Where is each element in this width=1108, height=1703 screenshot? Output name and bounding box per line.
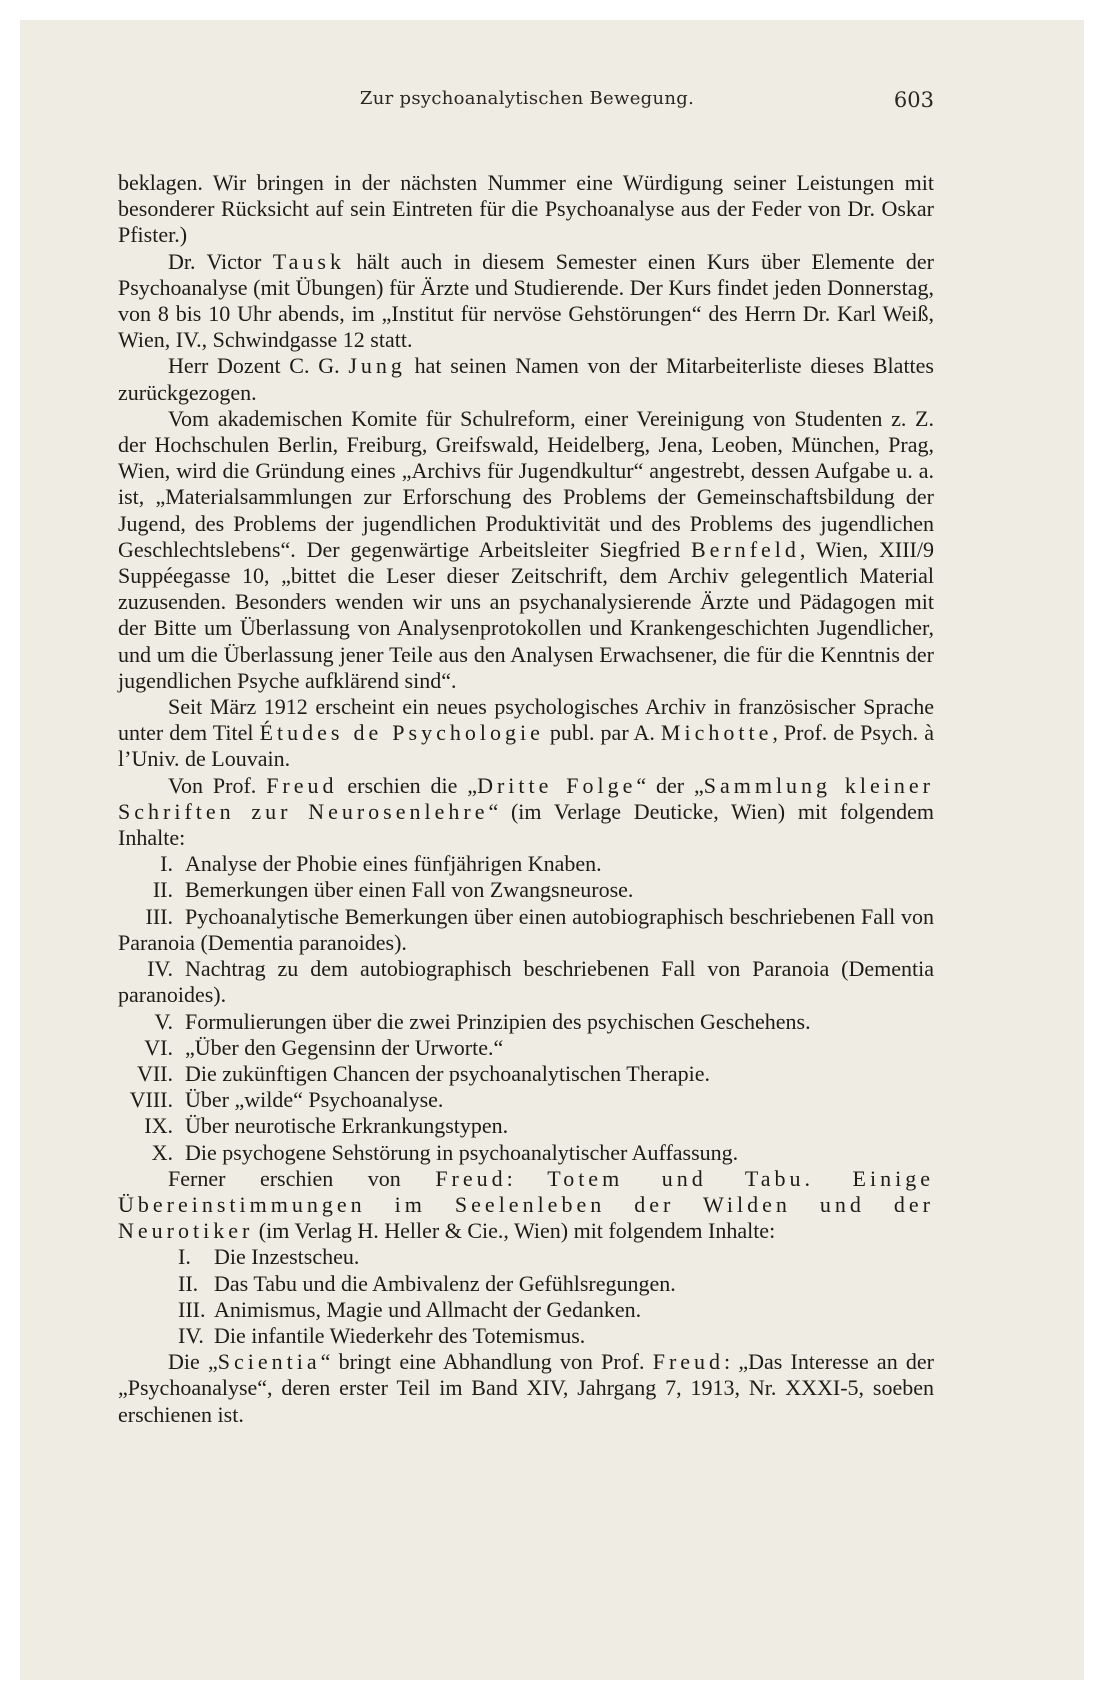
list-text: Bemerkungen über einen Fall von Zwangsneurose. bbox=[185, 877, 634, 903]
list-number: II. bbox=[178, 1270, 199, 1296]
spaced-name: Freud bbox=[652, 1349, 725, 1375]
list-text: Über „wilde“ Psychoanalyse. bbox=[185, 1087, 444, 1113]
list-item bbox=[118, 877, 934, 903]
list-text: Analyse der Phobie eines fünfjährigen Knaben. bbox=[185, 851, 602, 877]
list-number: IX. bbox=[144, 1113, 173, 1139]
list-item bbox=[118, 1035, 934, 1061]
paragraph bbox=[118, 406, 934, 694]
paragraph-text: : „Das Interesse an der „Psychoanalyse“, deren erster Teil im Band XIV, Jahrgang 7, 1913, Nr. XXXI-5, soeben erschienen ist. bbox=[118, 1349, 934, 1427]
list-item bbox=[118, 1087, 934, 1113]
list-text: Über neurotische Erkrankungstypen. bbox=[185, 1113, 509, 1139]
paragraph-text: Dr. Victor bbox=[168, 248, 273, 274]
contents-list-sammlung bbox=[118, 851, 934, 1165]
paragraph-text: (im Verlag H. Heller & Cie., Wien) mit folgendem Inhalte: bbox=[253, 1218, 776, 1244]
list-text: Formulierungen über die zwei Prinzipien des psychischen Geschehens. bbox=[185, 1008, 811, 1034]
spaced-name: Jung bbox=[348, 353, 406, 379]
list-text: Die zukünftigen Chancen der psychoanalytischen Therapie. bbox=[185, 1060, 710, 1086]
list-item bbox=[118, 1323, 934, 1349]
paragraph bbox=[118, 773, 934, 852]
list-text: Die psychogene Sehstörung in psychoanalytischer Auffassung. bbox=[185, 1139, 739, 1165]
paragraph-text: Herr Dozent C. G. bbox=[168, 353, 349, 379]
paragraph-text: Ferner erschien von bbox=[168, 1165, 436, 1191]
list-number: I. bbox=[160, 851, 173, 877]
paragraph-text: “ (im Verlage Deuticke, Wien) mit folgendem Inhalte: bbox=[118, 798, 934, 851]
list-number: IV. bbox=[147, 956, 173, 982]
list-text: Die Inzestscheu. bbox=[214, 1244, 360, 1270]
page-number: 603 bbox=[893, 88, 934, 112]
spaced-name: Freud bbox=[266, 772, 338, 798]
list-number: II. bbox=[152, 877, 173, 903]
paragraph-text: hat seinen Namen von der Mitarbeiterliste dieses Blattes zurückgezogen. bbox=[118, 353, 934, 405]
document-page bbox=[20, 20, 1084, 1680]
list-text: Das Tabu und die Ambivalenz der Gefühlsregungen. bbox=[214, 1270, 676, 1296]
list-text: Pychoanalytische Bemerkungen über einen autobiographisch beschriebenen Fall von Paranoia (Dementia paranoides). bbox=[118, 903, 934, 955]
paragraph bbox=[118, 1349, 934, 1428]
paragraph-text: Seit März 1912 erscheint ein neues psychologisches Archiv in französischer Sprache unter dem Titel bbox=[118, 694, 934, 746]
list-item bbox=[118, 851, 934, 877]
paragraph-text: erschien die „ bbox=[337, 772, 478, 798]
paragraph bbox=[118, 694, 934, 773]
paragraph bbox=[118, 1166, 934, 1245]
spaced-name: Freud bbox=[435, 1165, 507, 1191]
paragraph-text: : bbox=[506, 1165, 548, 1191]
running-header bbox=[120, 88, 934, 118]
spaced-title: Études de Psychologie bbox=[259, 720, 544, 746]
spaced-title: Dritte Folge bbox=[477, 772, 637, 798]
list-number: VII. bbox=[136, 1060, 173, 1086]
spaced-title: Totem und Tabu. Einige Übereinstimmungen im Seelenleben der Wilden und der Neurotiker bbox=[118, 1165, 934, 1244]
list-number: V. bbox=[154, 1008, 173, 1034]
list-item bbox=[118, 1009, 934, 1035]
paragraph-text: Vom akademischen Komite für Schulreform, einer Vereinigung von Studenten z. Z. der Hochschulen Berlin, Freiburg, Greifswald, Heidelberg, Jena, Leoben, München, Prag, Wien, wird die Gründung eines „Archivs für Jugendkultur“ angestrebt, dessen Aufgabe u. a. ist, „Materialsammlungen zur Erforschung des Problems der Gemeinschaftsbildung der Jugend, des Problems der jugendlichen Produktivität und des Problems des jugendlichen Geschlechtslebens“. Der gegenwärtige Arbeitsleiter Siegfried bbox=[118, 405, 934, 562]
list-number: X. bbox=[151, 1139, 173, 1165]
list-item bbox=[118, 904, 934, 956]
list-number: VIII. bbox=[129, 1087, 173, 1113]
paragraph bbox=[118, 353, 934, 405]
list-item bbox=[118, 956, 934, 1008]
list-item bbox=[118, 1244, 934, 1270]
list-item bbox=[118, 1271, 934, 1297]
paragraph-text: “ bringt eine Abhandlung von Prof. bbox=[320, 1349, 653, 1375]
paragraph-text: , Prof. de Psych. à l’Univ. de Louvain. bbox=[118, 720, 934, 772]
list-number: III. bbox=[178, 1296, 206, 1322]
paragraph bbox=[118, 249, 934, 354]
spaced-title: Sammlung kleiner Schriften zur Neurosenlehre bbox=[118, 772, 935, 824]
list-number: I. bbox=[178, 1244, 191, 1270]
list-item bbox=[118, 1297, 934, 1323]
spaced-name: Tausk bbox=[272, 248, 345, 274]
list-item bbox=[118, 1061, 934, 1087]
article-body bbox=[118, 170, 934, 1428]
list-number: IV. bbox=[178, 1322, 204, 1348]
paragraph-text: “ der „ bbox=[636, 772, 704, 798]
list-text: Nachtrag zu dem autobiographisch beschriebenen Fall von Paranoia (Dementia paranoides). bbox=[118, 956, 934, 1008]
paragraph-text: hält auch in diesem Semester einen Kurs über Elemente der Psychoanalyse (mit Übungen) für Ärzte und Studierende. Der Kurs findet jeden Donnerstag, von 8 bis 10 Uhr abends, im „Institut für nervöse Gehstörungen“ des Herrn Dr. Karl Weiß, Wien, IV., Schwindgasse 12 statt. bbox=[118, 248, 935, 353]
list-item bbox=[118, 1113, 934, 1139]
paragraph-text: Die „ bbox=[168, 1349, 218, 1375]
list-item bbox=[118, 1140, 934, 1166]
paragraph bbox=[118, 170, 934, 249]
paragraph-text: publ. par A. bbox=[543, 720, 661, 746]
spaced-name: Michotte bbox=[660, 720, 773, 746]
spaced-title: Scientia bbox=[217, 1349, 321, 1375]
paragraph-text: Von Prof. bbox=[168, 772, 267, 798]
list-text: Die infantile Wiederkehr des Totemismus. bbox=[214, 1322, 586, 1348]
running-title: Zur psychoanalytischen Bewegung. bbox=[359, 88, 695, 109]
list-number: III. bbox=[145, 903, 173, 929]
list-number: VI. bbox=[144, 1034, 173, 1060]
paragraph-text: beklagen. Wir bringen in der nächsten Nummer eine Würdigung seiner Leistungen mit besonderer Rücksicht auf sein Eintreten für die Psychoanalyse aus der Feder von Dr. Oskar Pfister.) bbox=[118, 170, 934, 248]
list-text: „Über den Gegensinn der Urworte.“ bbox=[185, 1034, 504, 1060]
paragraph-text: , Wien, XIII/9 Suppéegasse 10, „bittet die Leser dieser Zeitschrift, dem Archiv gelegentlich Material zuzusenden. Besonders wenden wir uns an psychanalysierende Ärzte und Pädagogen mit der Bitte um Überlassung von Analysenprotokollen und Krankengeschichten Jugendlicher, und um die Überlassung jener Teile aus den Analysen Erwachsener, die für die Kenntnis der jugendlichen Psyche aufklärend sind“. bbox=[118, 536, 934, 693]
spaced-name: Bernfeld bbox=[690, 536, 800, 562]
contents-list-totem bbox=[118, 1244, 934, 1349]
list-text: Animismus, Magie und Allmacht der Gedanken. bbox=[214, 1296, 642, 1322]
